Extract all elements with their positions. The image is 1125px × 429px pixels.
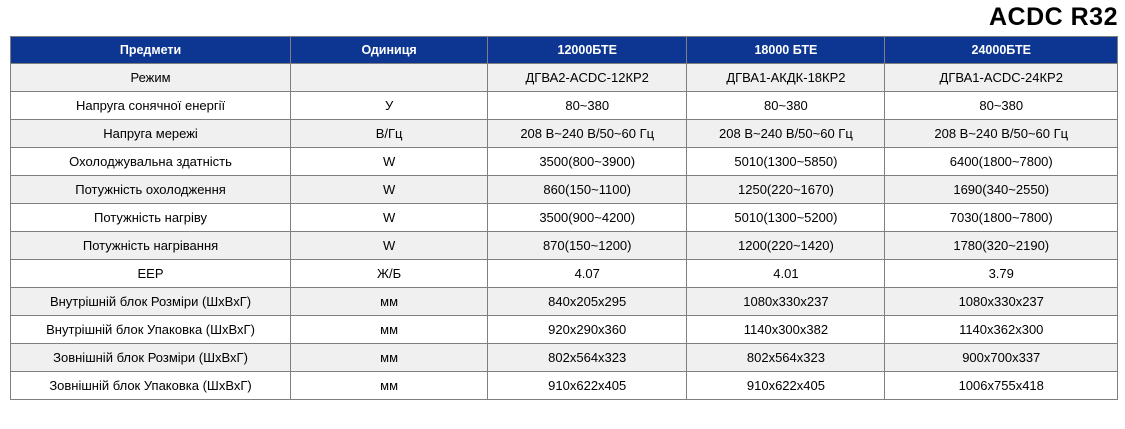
row-unit: W (291, 176, 488, 204)
column-header-24000btu: 24000БТЕ (885, 37, 1118, 64)
spec-table (10, 36, 1118, 400)
row-value: 802x564x323 (488, 344, 687, 372)
row-value: 920x290x360 (488, 316, 687, 344)
table-row (11, 260, 1118, 288)
column-header-18000btu: 18000 БТЕ (687, 37, 885, 64)
row-value: 802x564x323 (687, 344, 885, 372)
row-label: ЕЕР (11, 260, 291, 288)
row-label: Напруга сонячної енергії (11, 92, 291, 120)
table-row (11, 148, 1118, 176)
row-unit: У (291, 92, 488, 120)
row-value: 870(150~1200) (488, 232, 687, 260)
row-value: 1200(220~1420) (687, 232, 885, 260)
row-label: Внутрішній блок Розміри (ШхВхГ) (11, 288, 291, 316)
row-unit: W (291, 232, 488, 260)
column-header-items: Предмети (11, 37, 291, 64)
row-value: 1006x755x418 (885, 372, 1118, 400)
row-value: ДГВА1-АКДК-18КР2 (687, 64, 885, 92)
header-row (11, 37, 1118, 64)
row-value: 7030(1800~7800) (885, 204, 1118, 232)
table-row (11, 316, 1118, 344)
row-unit: мм (291, 288, 488, 316)
row-unit: Ж/Б (291, 260, 488, 288)
row-value: 860(150~1100) (488, 176, 687, 204)
row-value: 3500(900~4200) (488, 204, 687, 232)
row-value: 910x622x405 (488, 372, 687, 400)
table-row (11, 232, 1118, 260)
row-label: Зовнішній блок Упаковка (ШхВхГ) (11, 372, 291, 400)
table-row (11, 288, 1118, 316)
spec-table-header (11, 37, 1118, 64)
row-unit: мм (291, 344, 488, 372)
row-value: 4.07 (488, 260, 687, 288)
row-value: 3500(800~3900) (488, 148, 687, 176)
row-value: 80~380 (488, 92, 687, 120)
row-value: 1140x300x382 (687, 316, 885, 344)
row-value: 80~380 (687, 92, 885, 120)
spec-table-body (11, 64, 1118, 400)
table-row (11, 120, 1118, 148)
page-title: ACDC R32 (988, 3, 1118, 31)
row-unit (291, 64, 488, 92)
row-label: Охолоджувальна здатність (11, 148, 291, 176)
row-value: 1690(340~2550) (885, 176, 1118, 204)
row-value: 1250(220~1670) (687, 176, 885, 204)
row-value: 6400(1800~7800) (885, 148, 1118, 176)
row-label: Потужність нагрівання (11, 232, 291, 260)
table-row (11, 92, 1118, 120)
row-value: 1780(320~2190) (885, 232, 1118, 260)
row-label: Внутрішній блок Упаковка (ШхВхГ) (11, 316, 291, 344)
row-unit: В/Гц (291, 120, 488, 148)
row-label: Потужність нагріву (11, 204, 291, 232)
row-value: ДГВА1-ACDC-24КР2 (885, 64, 1118, 92)
table-row (11, 204, 1118, 232)
table-row (11, 176, 1118, 204)
row-value: 1080x330x237 (687, 288, 885, 316)
row-label: Зовнішній блок Розміри (ШхВхГ) (11, 344, 291, 372)
row-value: 3.79 (885, 260, 1118, 288)
row-label: Напруга мережі (11, 120, 291, 148)
row-value: 5010(1300~5200) (687, 204, 885, 232)
row-value: 5010(1300~5850) (687, 148, 885, 176)
row-value: 80~380 (885, 92, 1118, 120)
table-row (11, 344, 1118, 372)
column-header-12000btu: 12000БТЕ (488, 37, 687, 64)
row-value: 840x205x295 (488, 288, 687, 316)
row-unit: мм (291, 316, 488, 344)
row-value: 208 В~240 В/50~60 Гц (488, 120, 687, 148)
row-value: 1140x362x300 (885, 316, 1118, 344)
row-value: 208 В~240 В/50~60 Гц (885, 120, 1118, 148)
row-unit: мм (291, 372, 488, 400)
row-unit: W (291, 204, 488, 232)
row-value: 1080x330x237 (885, 288, 1118, 316)
row-unit: W (291, 148, 488, 176)
row-label: Режим (11, 64, 291, 92)
row-value: 4.01 (687, 260, 885, 288)
column-header-unit: Одиниця (291, 37, 488, 64)
row-value: 208 В~240 В/50~60 Гц (687, 120, 885, 148)
table-row (11, 64, 1118, 92)
row-value: 900x700x337 (885, 344, 1118, 372)
table-row (11, 372, 1118, 400)
row-label: Потужність охолодження (11, 176, 291, 204)
row-value: 910x622x405 (687, 372, 885, 400)
row-value: ДГВА2-ACDC-12КР2 (488, 64, 687, 92)
